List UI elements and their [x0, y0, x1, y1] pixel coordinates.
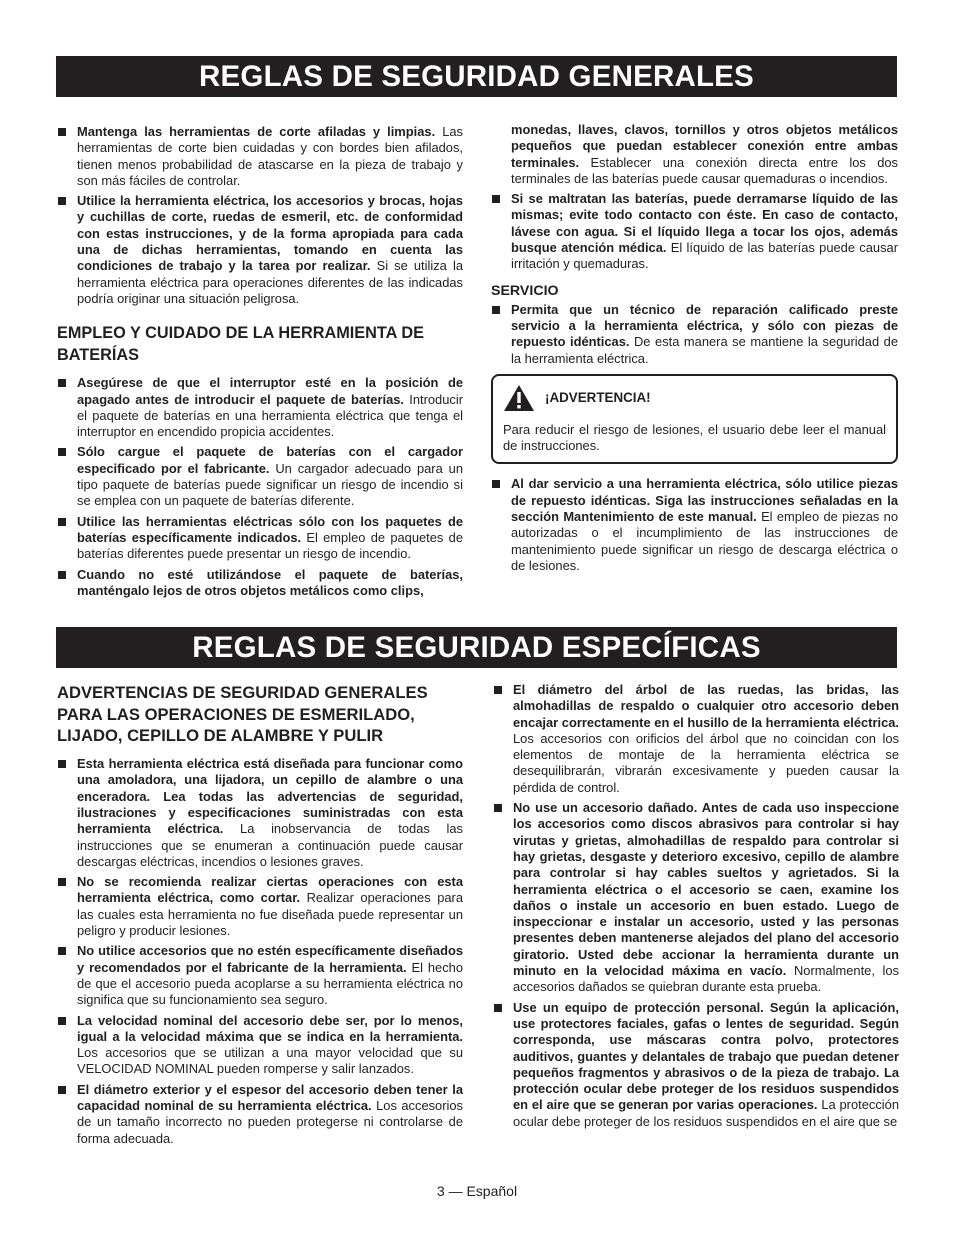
bullet-switch-off: Asegúrese de que el interruptor esté en la posición de apagado antes de introducir el paquete de baterías. Introducir el paquete de baterías en una herramienta eléctrica que tenga el interruptor en encendido propicia accidentes. [57, 375, 463, 440]
warning-box [491, 374, 898, 465]
heading-battery-tool-care: EMPLEO Y CUIDADO DE LA HERRAMIENTA DE BATERÍAS [57, 324, 424, 364]
warning-title: ¡ADVERTENCIA! [545, 389, 651, 405]
column-4 [493, 682, 899, 1134]
bullet-damaged-accessory: No use un accesorio dañado. Antes de cada uso inspeccione los accesorios como discos abrasivos para controlar si hay virutas y grietas, almohadillas de respaldo para controlar si hay grietas, desgaste y deterioro excesivo, cepillo de alambre para controlar si hay cables sueltos y agrietados. Si la herramienta eléctrica o el accesorio se caen, examine los daños o instale un accesorio en buen estado. Luego de inspeccionar e instalar un accesorio, usted y las personas presentes deben mantenerse alejados del plano del accesorio giratorio. Usted debe accionar la herramienta durante un minuto en la velocidad máxima en vacío. Normalmente, los accesorios dañados se quiebran durante esta prueba. [493, 800, 899, 996]
bullet-qualified-service: Permita que un técnico de reparación calificado preste servicio a la herramienta eléctrica, y sólo con piezas de repuesto idénticas. De esta manera se mantiene la seguridad de la herramienta eléctrica. [491, 302, 898, 367]
bullet-battery-storage-continued: monedas, llaves, clavos, tornillos y otros objetos metálicos pequeños que puedan establecer conexión entre ambas terminales. Establecer una conexión directa entre los dos terminales de las baterías puede causar quemaduras o incendios. [511, 122, 898, 186]
warning-triangle-icon [503, 384, 535, 412]
bullet-identical-parts: Al dar servicio a una herramienta eléctrica, sólo utilice piezas de repuesto idénticas. Siga las instrucciones señaladas en la sección Mantenimiento de este manual. El empleo de piezas no autorizadas o el incumplimiento de las instrucciones de mantenimiento puede significar un riesgo de descarga eléctrica o de lesiones. [491, 476, 898, 574]
bullet-tool-designed: Esta herramienta eléctrica está diseñada para funcionar como una amoladora, una lijadora, un cepillo de alambre o una enceradora. Lea todas las advertencias de seguridad, ilustraciones y especificaciones suministradas con esta herramienta eléctrica. La inobservancia de todas las instrucciones que se enumeran a continuación puede causar descargas eléctricas, incendios o lesiones graves. [57, 756, 463, 870]
bullet-specified-battery: Utilice las herramientas eléctricas sólo con los paquetes de baterías específicamente indicados. El empleo de paquetes de baterías diferentes puede presentar un riesgo de incendio. [57, 514, 463, 563]
column-3 [57, 682, 463, 1151]
column-2 [491, 122, 898, 578]
page-footer: 3 — Español [436, 1183, 518, 1199]
warning-text: Para reducir el riesgo de lesiones, el usuario debe leer el manual de instrucciones. [503, 421, 886, 454]
bullet-recommended-accessories: No utilice accesorios que no estén específicamente diseñados y recomendados por el fabricante de la herramienta. El hecho de que el accesorio pueda acoplarse a su herramienta eléctrica no significa que su funcionamiento sea seguro. [57, 943, 463, 1008]
bullet-arbor-fit: El diámetro del árbol de las ruedas, las bridas, las almohadillas de respaldo o cualquier otro accesorio deben encajar correctamente en el husillo de la herramienta eléctrica. Los accesorios con orificios del árbol que no coincidan con los elementos de montaje de la herramienta eléctrica se desequilibrarán, vibrarán excesivamente y pueden causar la pérdida de control. [493, 682, 899, 796]
banner-specific-rules: REGLAS DE SEGURIDAD ESPECÍFICAS [56, 627, 897, 668]
column-1 [57, 124, 463, 603]
heading-grinding-warnings: ADVERTENCIAS DE SEGURIDAD GENERALES PARA LAS OPERACIONES DE ESMERILADO, LIJADO, CEPILLO DE ALAMBRE Y PULIR [57, 683, 428, 746]
bullet-accessory-size: El diámetro exterior y el espesor del accesorio deben tener la capacidad nominal de su herramienta eléctrica. Los accesorios de un tamaño incorrecto no pueden protegerse ni controlarse de forma adecuada. [57, 1082, 463, 1147]
bullet-sharp-tools: Mantenga las herramientas de corte afiladas y limpias. Las herramientas de corte bien cuidadas y con bordes bien afilados, tienen menos probabilidad de atascarse en la pieza de trabajo y son más fáciles de controlar. [57, 124, 463, 189]
bullet-rated-speed: La velocidad nominal del accesorio debe ser, por lo menos, igual a la velocidad máxima que se indica en la herramienta. Los accesorios que se utilizan a una mayor velocidad que su VELOCIDAD NOMINAL pueden romperse y salir lanzados. [57, 1013, 463, 1078]
heading-service: SERVICIO [491, 282, 559, 299]
bullet-battery-liquid: Si se maltratan las baterías, puede derramarse líquido de las mismas; evite todo contacto con éste. En caso de contacto, lávese con agua. Si el líquido llega a tocar los ojos, además busque atención médica. El líquido de las baterías puede causar irritación y quemaduras. [491, 191, 898, 272]
bullet-specified-charger: Sólo cargue el paquete de baterías con el cargador especificado por el fabricante. Un cargador adecuado para un tipo paquete de baterías puede significar un riesgo de incendio si se emplea con un paquete de baterías diferente. [57, 444, 463, 509]
bullet-use-tool-correctly: Utilice la herramienta eléctrica, los accesorios y brocas, hojas y cuchillas de corte, ruedas de esmeril, etc. de conformidad con estas instrucciones, y de la forma apropiada para cada una de dichas herramientas, tomando en cuenta las condiciones de trabajo y la tarea por realizar. Si se utiliza la herramienta eléctrica para operaciones diferentes de las indicadas podría originar una situación peligrosa. [57, 193, 463, 307]
bullet-protective-equipment: Use un equipo de protección personal. Según la aplicación, use protectores faciales, gafas o lentes de seguridad. Según corresponda, use máscaras contra polvo, protectores auditivos, guantes y delantales de trabajo que puedan detener pequeños fragmentos y abrasivos o de la pieza de trabajo. La protección ocular debe proteger de los residuos suspendidos en el aire que se generan por varias operaciones. La protección ocular debe proteger de los residuos suspendidos en el aire que se [493, 1000, 899, 1130]
bullet-battery-storage: Cuando no esté utilizándose el paquete de baterías, manténgalo lejos de otros objetos metálicos como clips, [57, 567, 463, 600]
warning-header [503, 384, 886, 412]
banner-general-rules: REGLAS DE SEGURIDAD GENERALES [56, 56, 897, 97]
bullet-no-cutting: No se recomienda realizar ciertas operaciones con esta herramienta eléctrica, como cortar. Realizar operaciones para las cuales esta herramienta no fue diseñada puede representar un peligro y producir lesiones. [57, 874, 463, 939]
